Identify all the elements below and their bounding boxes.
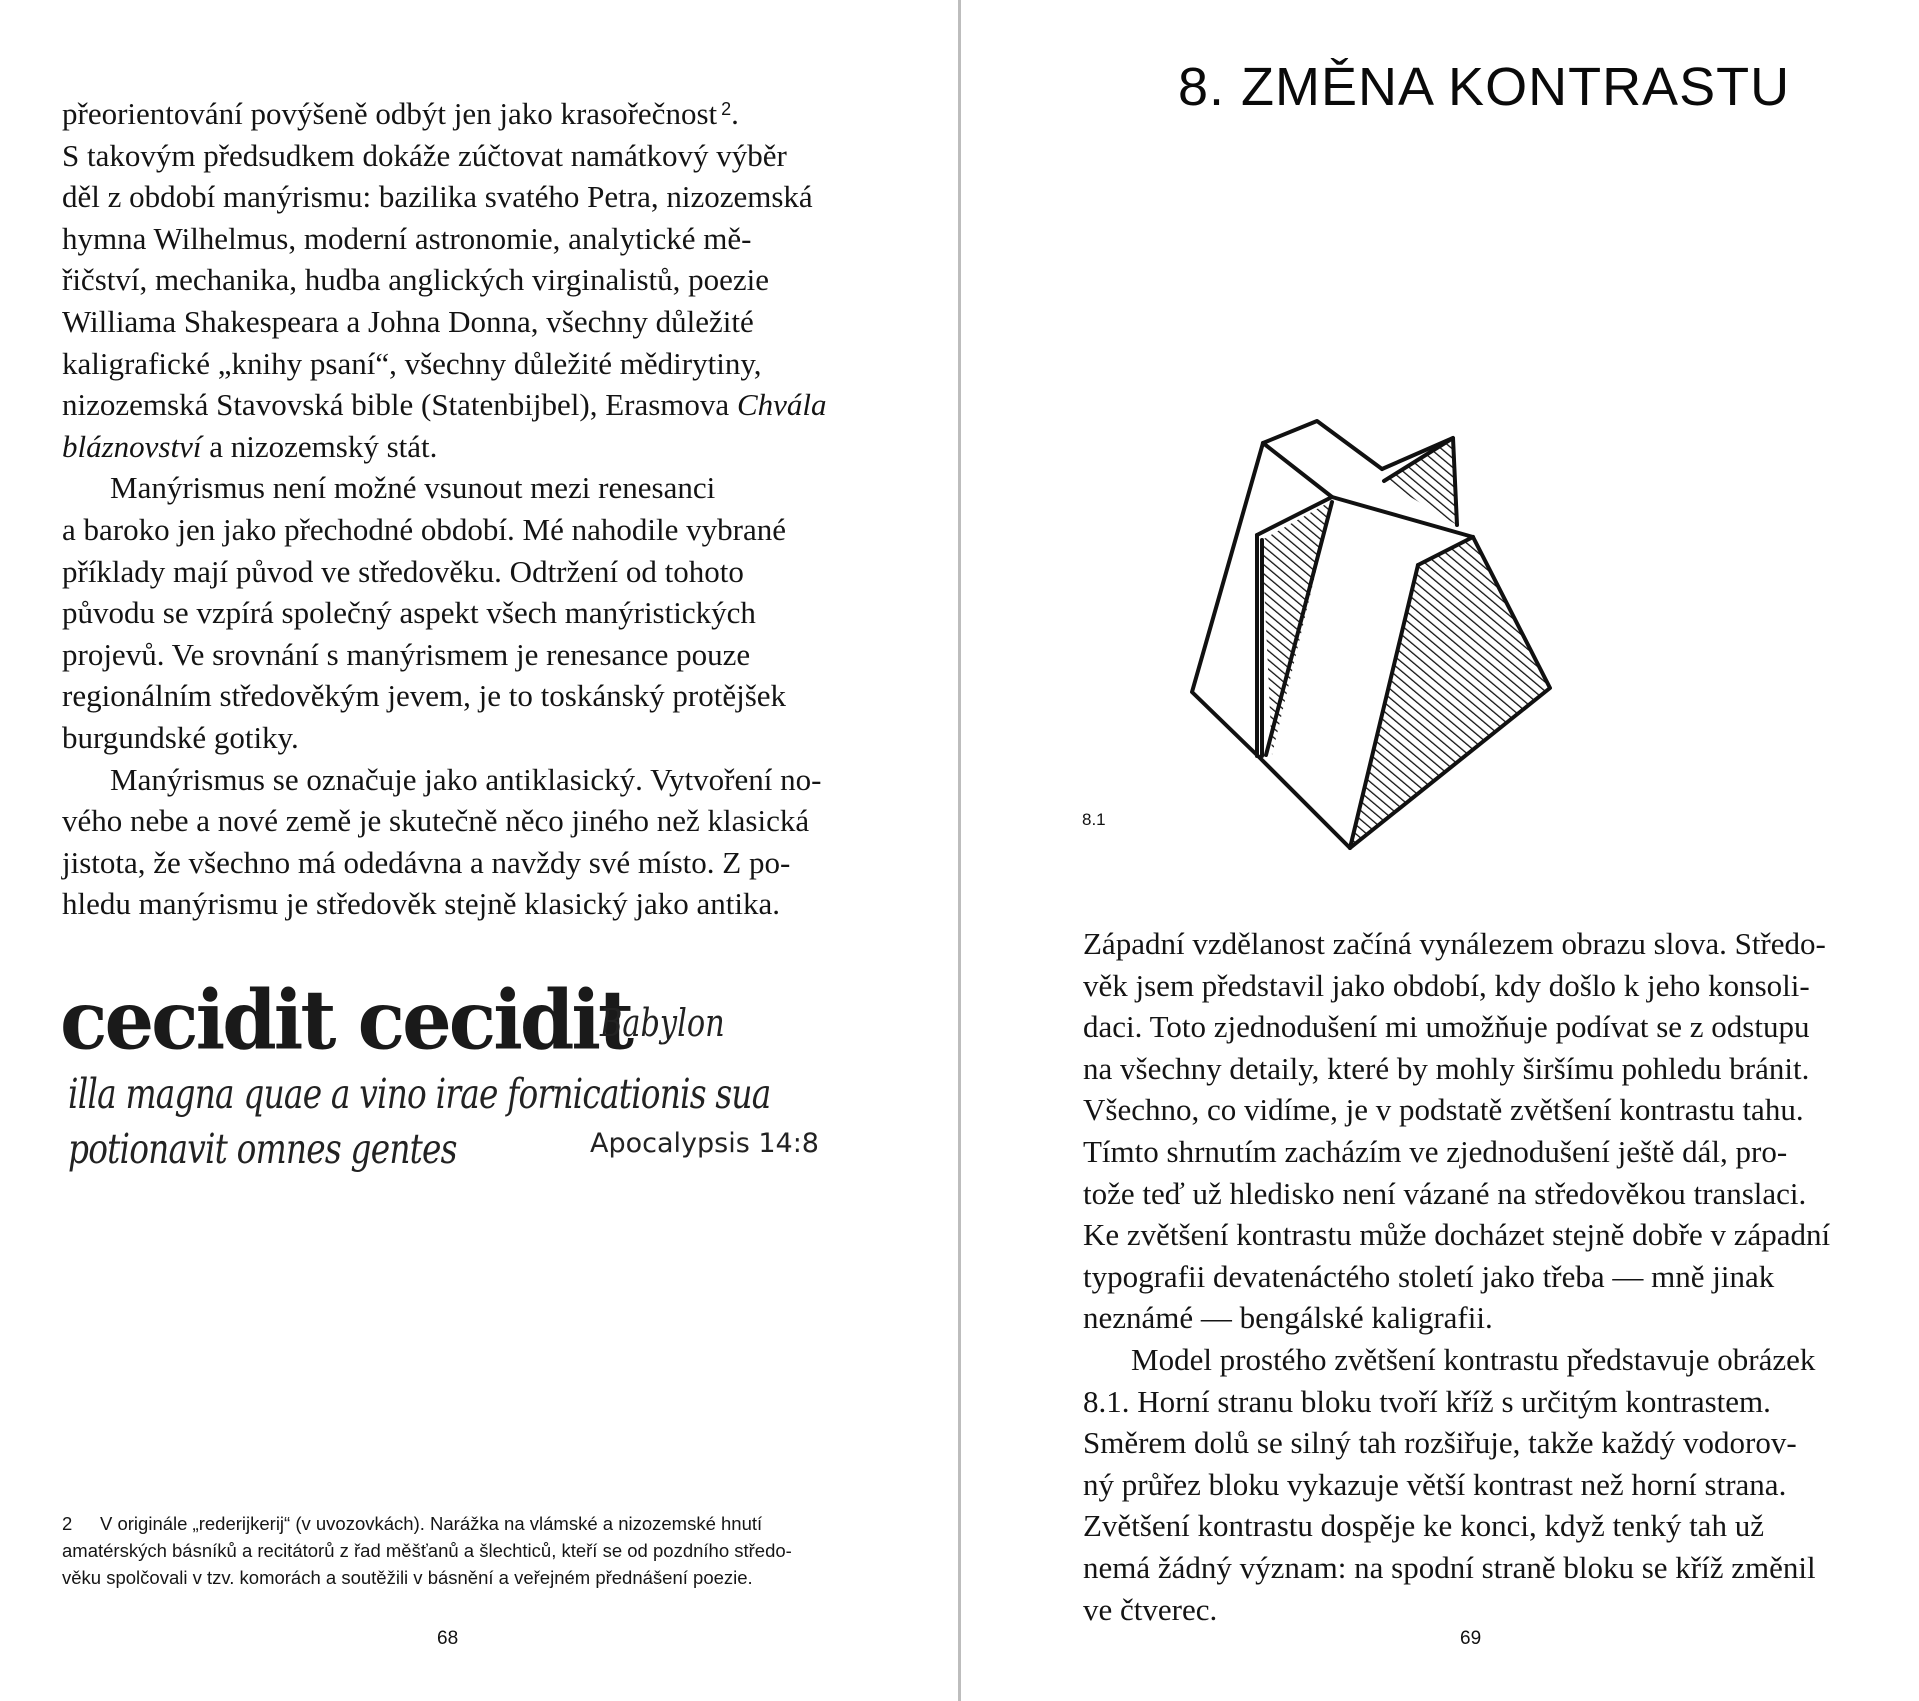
calligraphy-babylon: Babylon — [600, 1001, 725, 1045]
footnote-line: 2 V originále „rederijkerij“ (v uvozovkách). Narážka na vlámské a nizozemské hnutí — [62, 1510, 792, 1537]
text-line: jistota, že všechno má odedávna a navždy své místo. Z po- — [62, 844, 791, 880]
calligraphy-reference: Apocalypsis 14:8 — [590, 1128, 819, 1159]
cross-top-outline — [1263, 421, 1382, 469]
text-line: Manýrismus není možné vsunout mezi renesanci — [110, 470, 716, 506]
text-line: a baroko jen jako přechodné období. Mé nahodile vybrané — [62, 511, 786, 547]
text-line: kaligrafické „knihy psaní“, všechny důležité mědirytiny, — [62, 345, 762, 381]
text-line: burgundské gotiky. — [62, 719, 299, 755]
hatched-face-front-right — [1350, 537, 1550, 848]
chapter-title: 8. ZMĚNA KONTRASTU — [1178, 57, 1791, 117]
italic-book-title: Chvála — [736, 387, 827, 423]
text-line: vého nebe a nové země je skutečně něco jiného než klasická — [62, 803, 810, 839]
text-line: přeorientování povýšeně odbýt jen jako krasořečnost $^2$. — [62, 96, 739, 131]
page-number: 69 — [1460, 1628, 1482, 1649]
text-line: věk jsem představil jako období, kdy došlo k jeho konsoli- — [1083, 967, 1810, 1003]
text-line: neznámé — bengálské kaligrafii. — [1083, 1300, 1493, 1336]
text-line: příklady mají původ ve středověku. Odtržení od tohoto — [62, 553, 744, 589]
right-page — [960, 0, 1919, 1701]
text-line: bláznovství a nizozemský stát. — [62, 428, 438, 464]
text-line: Všechno, co vidíme, je v podstatě zvětšení kontrastu tahu. — [1083, 1092, 1804, 1128]
text-line: děl z období manýrismu: bazilika svatého Petra, nizozemská — [62, 179, 813, 215]
footnote-number: 2 — [62, 1513, 73, 1534]
text-line: původu se vzpírá společný aspekt všech manýristických — [62, 595, 756, 631]
text-line: ve čtverec. — [1083, 1591, 1218, 1627]
text-line: hymna Wilhelmus, moderní astronomie, analytické mě- — [62, 220, 752, 256]
calligraphy-line: potionavit omnes gentes — [68, 1125, 457, 1173]
text-line: regionálním středověkým jevem, je to toskánský protějšek — [62, 678, 787, 714]
text-line: Ke zvětšení kontrastu může docházet stejně dobře v západní — [1083, 1217, 1831, 1253]
text-line: nemá žádný význam: na spodní straně bloku se kříž změnil — [1083, 1549, 1816, 1585]
figure-block-drawing — [960, 0, 1919, 900]
left-body-text — [62, 93, 827, 925]
left-page — [0, 0, 959, 1701]
text-line: tože teď už hledisko není vázané na středověkou translaci. — [1083, 1175, 1807, 1211]
text-line: řičství, mechanika, hudba anglických virginalistů, poezie — [62, 262, 770, 298]
calligraphy-illustration — [60, 972, 840, 1205]
text-line: Manýrismus se označuje jako antiklasický. Vytvoření no- — [110, 761, 822, 797]
text-line: S takovým předsudkem dokáže zúčtovat namátkový výběr — [62, 137, 787, 173]
right-body-text — [1083, 923, 1830, 1630]
footnote-line: věku spolčovali v tzv. komorách a soutěžili v básnění a veřejném přednášení poezie. — [62, 1567, 753, 1588]
text-line: 8.1. Horní stranu bloku tvoří kříž s určitým kontrastem. — [1083, 1383, 1771, 1419]
text-line: Západní vzdělanost začíná vynálezem obrazu slova. Středo- — [1083, 926, 1826, 961]
text-line: typografii devatenáctého století jako třeba — mně jinak — [1083, 1258, 1775, 1294]
text-line: projevů. Ve srovnání s manýrismem je renesance pouze — [62, 636, 751, 672]
text-line: nizozemská Stavovská bible (Statenbijbel), Erasmova Chvála — [62, 387, 827, 423]
text-line: Směrem dolů se silný tah rozšiřuje, takže každý vodorov- — [1083, 1425, 1797, 1461]
footnote-line: amatérských básníků a recitátorů z řad měšťanů a šlechticů, kteří se od pozdního středo- — [62, 1540, 792, 1561]
text-line: Model prostého zvětšení kontrastu představuje obrázek — [1131, 1341, 1816, 1377]
calligraphy-heading: cecidit cecidit — [60, 972, 632, 1069]
figure-caption: 8.1 — [1082, 810, 1106, 829]
text-line: ný průřez bloku vykazuje větší kontrast než horní strana. — [1083, 1466, 1787, 1502]
text-line: Tímto shrnutím zacházím ve zjednodušení ještě dál, pro- — [1083, 1133, 1788, 1169]
text-line: Zvětšení kontrastu dospěje ke konci, když tenký tah už — [1083, 1508, 1764, 1544]
footnote-reference[interactable]: 2 — [721, 99, 732, 119]
text-line: daci. Toto zjednodušení mi umožňuje podívat se z odstupu — [1083, 1009, 1810, 1045]
text-line: Williama Shakespeara a Johna Donna, všechny důležité — [62, 303, 754, 339]
italic-book-title: bláznovství — [62, 428, 202, 464]
calligraphy-line: illa magna quae a vino irae fornicationis sua — [68, 1070, 771, 1118]
text-line: hledu manýrismu je středověk stejně klasický jako antika. — [62, 886, 780, 922]
footnote — [62, 1510, 792, 1591]
page-number: 68 — [437, 1628, 459, 1649]
text-line: na všechny detaily, které by mohly širšímu pohledu bránit. — [1083, 1050, 1810, 1086]
